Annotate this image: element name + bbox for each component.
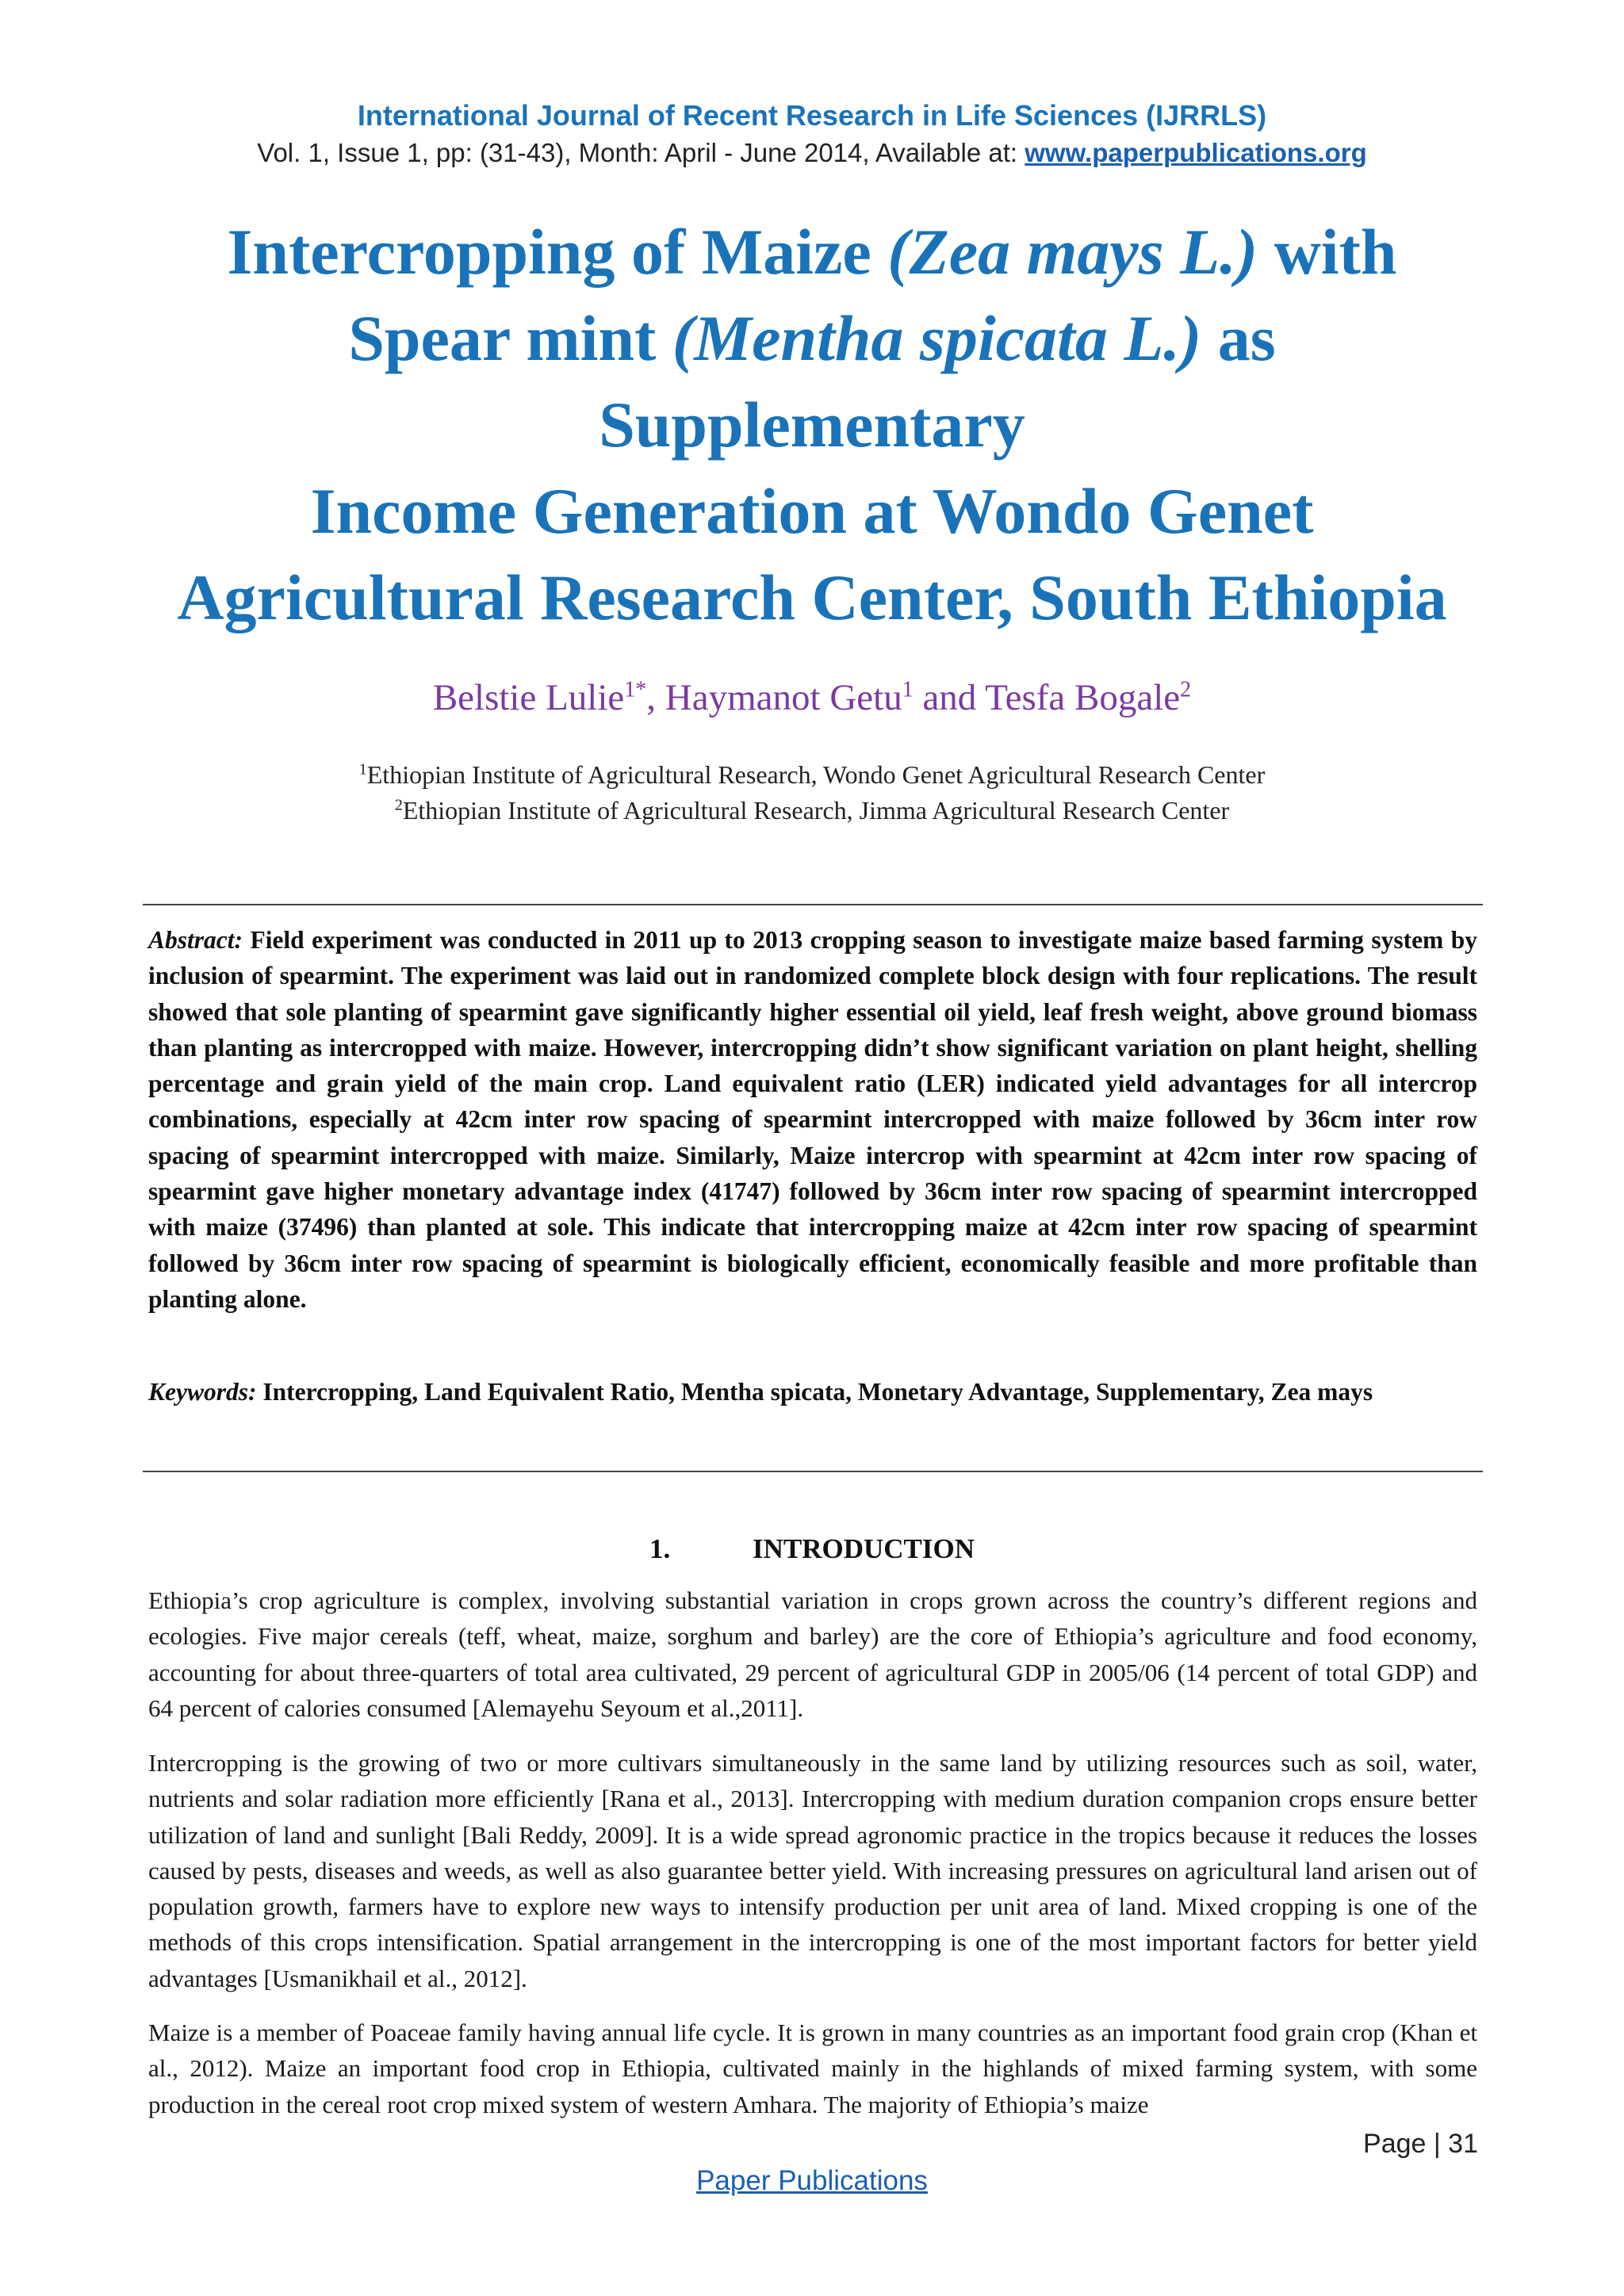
author-affiliation-mark: 1 xyxy=(902,677,914,702)
journal-url-link[interactable]: www.paperpublications.org xyxy=(1025,138,1367,167)
body-paragraph: Intercropping is the growing of two or more cultivars simultaneously in the same land by utilizing resources such as soil, water, nutrients and solar radiation more efficiently [Rana et al., 2013]. Intercropping with medium duration companion crops ensure better utilization of land and sunlight [Bali Reddy, 2009]. It is a wide spread agronomic practice in the tropics because it reduces the losses caused by pests, diseases and weeds, as well as also guarantee better yield. With increasing pressures on agricultural land arisen out of population growth, farmers have to explore new ways to intensify production per unit area of land. Mixed cropping is one of the methods of this crops intensification. Spatial arrangement in the intercropping is one of the most important factors for better yield advantages [Usmanikhail et al., 2012]. xyxy=(148,1749,1477,1992)
body-paragraph: Ethiopia’s crop agriculture is complex, involving substantial variation in crops grown across the country’s different regions and ecologies. Five major cereals (teff, wheat, maize, sorghum and barley) are the core of Ethiopia’s agriculture and food economy, accounting for about three-quarters of total area cultivated, 29 percent of agricultural GDP in 2005/06 (14 percent of total GDP) and 64 percent of calories consumed [Alemayehu Seyoum et al.,2011]. xyxy=(148,1586,1477,1722)
title-species-mint: (Mentha spicata L.) xyxy=(672,302,1202,374)
affiliation-text: Ethiopian Institute of Agricultural Research, Jimma Agricultural Research Center xyxy=(402,796,1230,825)
title-line-3: Supplementary xyxy=(599,388,1025,461)
section-title: INTRODUCTION xyxy=(752,1533,975,1564)
author-name: , Haymanot Getu xyxy=(646,677,902,718)
paper-title xyxy=(95,209,1529,641)
author-affiliation-mark: 1* xyxy=(624,677,647,702)
title-species-maize: (Zea mays L.) xyxy=(887,216,1258,288)
section-heading xyxy=(0,1532,1624,1567)
title-line-2 xyxy=(95,295,1529,381)
keywords-label: Keywords: xyxy=(148,1378,257,1406)
body-paragraph: Maize is a member of Poaceae family having annual life cycle. It is grown in many countries as an important food grain crop (Khan et al., 2012). Maize an important food crop in Ethiopia, cultivated mainly in the highlands of mixed farming system, with some production in the cereal root crop mixed system of western Amhara. The majority of Ethiopia’s maize xyxy=(148,2019,1477,2118)
section-number: 1. xyxy=(649,1533,671,1564)
abstract-text: Field experiment was conducted in 2011 up to 2013 cropping season to investigate maize based farming system by inclusion of spearmint. The experiment was laid out in randomized complete block design with four replications. The result showed that sole planting of spearmint gave significantly higher essential oil yield, leaf fresh weight, above ground biomass than planting as intercropped with maize. However, intercropping didn’t show significant variation on plant height, shelling percentage and grain yield of the main crop. Land equivalent ratio (LER) indicated yield advantages for all intercrop combinations, especially at 42cm inter row spacing of spearmint intercropped with maize followed by 36cm inter row spacing of spearmint intercropped with maize. Similarly, Maize intercrop with spearmint at 42cm inter row spacing of spearmint gave higher monetary advantage index (41747) followed by 36cm inter row spacing of spearmint intercropped with maize (37496) than planted at sole. This indicate that intercropping maize at 42cm inter row spacing of spearmint followed by 36cm inter row spacing of spearmint is biologically efficient, economically feasible and more profitable than planting alone. xyxy=(148,926,1477,1313)
author-name: Belstie Lulie xyxy=(432,677,625,718)
abstract-label: Abstract: xyxy=(148,926,243,954)
affiliation-mark: 1 xyxy=(358,760,367,779)
title-text: with xyxy=(1258,216,1397,288)
title-line-5: Agricultural Research Center, South Ethiopia xyxy=(177,561,1447,633)
title-line-1 xyxy=(95,209,1529,295)
publisher-link[interactable]: Paper Publications xyxy=(696,2165,928,2196)
volume-text: Vol. 1, Issue 1, pp: (31-43), Month: April - June 2014, Available at: xyxy=(257,138,1025,167)
volume-info xyxy=(0,137,1624,169)
affiliation-mark: 2 xyxy=(394,796,403,814)
author-affiliation-mark: 2 xyxy=(1180,677,1192,702)
affiliation xyxy=(0,757,1624,792)
author-list xyxy=(0,675,1624,720)
divider xyxy=(143,904,1483,905)
divider xyxy=(143,1471,1483,1472)
author-name: and Tesfa Bogale xyxy=(913,677,1181,718)
page-number: Page | 31 xyxy=(1363,2129,1478,2159)
title-text: as xyxy=(1201,302,1276,374)
affiliation-text: Ethiopian Institute of Agricultural Research, Wondo Genet Agricultural Research Center xyxy=(366,760,1266,789)
title-line-4: Income Generation at Wondo Genet xyxy=(310,475,1314,547)
title-text: Intercropping of Maize xyxy=(227,216,888,288)
title-text: Spear mint xyxy=(348,302,672,374)
abstract xyxy=(148,922,1477,1317)
keywords-text: Intercropping, Land Equivalent Ratio, Mentha spicata, Monetary Advantage, Supplementary, Zea mays xyxy=(256,1378,1373,1406)
journal-name: International Journal of Recent Research in Life Sciences (IJRRLS) xyxy=(357,99,1267,132)
keywords xyxy=(148,1374,1477,1410)
affiliation xyxy=(0,793,1624,828)
